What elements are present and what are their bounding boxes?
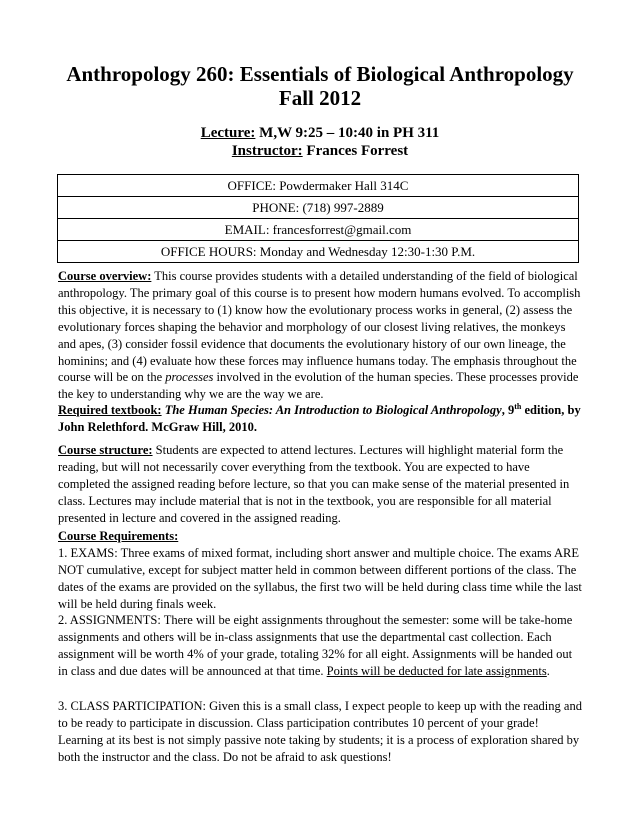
participation-section (58, 698, 584, 766)
lecture-label: Lecture: (200, 125, 256, 141)
overview-label: Course overview: (58, 269, 152, 283)
textbook-edition: , 9 (501, 403, 515, 417)
instructor-label: Instructor: (231, 143, 303, 159)
structure-label: Course structure: (58, 443, 153, 457)
course-overview-section (58, 268, 584, 403)
lecture-line (100, 124, 540, 142)
textbook-title: The Human Species: An Introduction to Biological Anthropology (161, 403, 502, 417)
textbook-label: Required textbook: (58, 403, 162, 417)
contact-table (57, 174, 579, 263)
assignments-end: . (546, 663, 550, 678)
structure-text: Students are expected to attend lectures. Lectures will highlight material form the reading, but will not necessarily cover everything from the textbook. You are expected to have completed the assigned reading before lecture, so that you can make sense of the material presented in class. Lectures may include material that is not in the textbook, you are responsible for all material presented in lecture and covered in the assigned reading. (58, 443, 570, 525)
assignments-text: 2. ASSIGNMENTS: There will be eight assignments throughout the semester: some will be take-home assignments and others will be in-class assignments that use the departmental cast collection. Each assignment will be worth 4% of your grade, totaling 32% for all eight. Assignments will be handed out in class and due dates will be announced at that time. (58, 613, 573, 678)
exams-paragraph: 1. EXAMS: Three exams of mixed format, including short answer and multiple choice. The exams ARE NOT cumulative, except for subject matter held in common between different portions of the class. The dates of the exams are provided on the syllabus, the first two will be held during class time while the last will be held during finals week. (58, 545, 582, 611)
lecture-value: M,W 9:25 – 10:40 in PH 311 (255, 125, 440, 141)
assignments-section (58, 612, 584, 680)
semester-title: Fall 2012 (278, 86, 362, 110)
course-structure-section (58, 442, 584, 527)
overview-text-1: This course provides students with a detailed understanding of the field of biological anthropology. The primary goal of this course is to present how modern humans evolved. To accomplish this objective, it is necessary to (1) know how the evolutionary process works in general, (2) assess the evolutionary forces shaping the behavior and morphology of our closest living relatives, the monkeys and apes, (3) consider fossil evidence that documents the evolutionary history of our own lineage, the hominins; and (4) evaluate how these forces may influence humans today. The emphasis throughout the course will be on the (58, 269, 581, 385)
instructor-line (100, 142, 540, 160)
email-row: EMAIL: francesforrest@gmail.com (58, 219, 578, 241)
requirements-heading: Course Requirements: (58, 529, 179, 543)
office-hours-row: OFFICE HOURS: Monday and Wednesday 12:30-1:30 P.M. (58, 241, 578, 263)
textbook-edition-sup: th (514, 401, 522, 411)
late-penalty-text: Points will be deducted for late assignments (326, 663, 547, 678)
overview-emphasis: processes (165, 370, 214, 385)
phone-row: PHONE: (718) 997-2889 (58, 197, 578, 219)
textbook-section (58, 402, 584, 436)
office-row: OFFICE: Powdermaker Hall 314C (58, 175, 578, 197)
overview-text-2: involved in the evolution of the human species. These processes provide the key to understanding why we are the way we are. (58, 370, 579, 402)
textbook-details: edition, by John Relethford. McGraw Hill, 2010. (58, 403, 581, 434)
requirements-section (58, 528, 584, 613)
instructor-value: Frances Forrest (302, 143, 409, 159)
course-title: Anthropology 260: Essentials of Biological Anthropology (66, 62, 574, 86)
participation-paragraph: 3. CLASS PARTICIPATION: Given this is a small class, I expect people to keep up with the reading and to be ready to participate in discussion. Class participation contributes 10 percent of your grade! Learning at its best is not simply passive note taking by students; it is a process of exploration shared by both the instructor and the class. Do not be afraid to ask questions! (58, 699, 582, 764)
